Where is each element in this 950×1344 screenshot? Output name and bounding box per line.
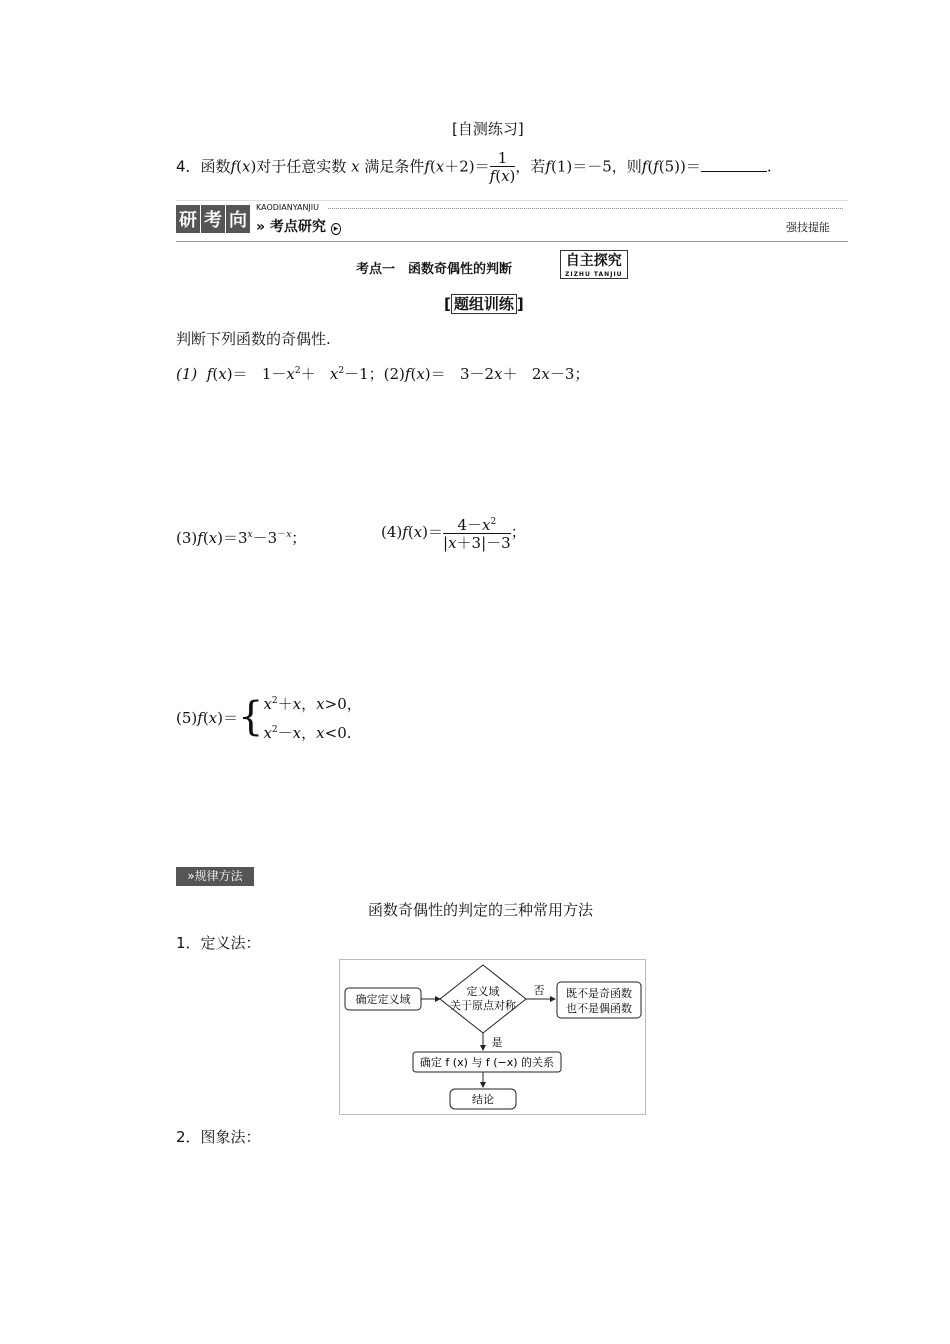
yes-label: 是	[491, 1036, 503, 1049]
problem-3: $(3)f(x)=3^x-3^{-x}$；	[176, 529, 307, 547]
problem-5: $(5)f(x)=\{x^2+x$，x>0， $x^2-x$，x<0.	[176, 694, 362, 742]
neither-text-2: 也不是偶函数	[566, 1002, 632, 1015]
parity-flowchart	[339, 959, 646, 1115]
definition-method-label: 1．定义法：	[176, 934, 261, 952]
q4-prefix: 4．函数	[176, 157, 231, 176]
banner-dotted-line	[328, 208, 843, 209]
method-tag: »规律方法	[176, 867, 254, 886]
decision-text-2: 关于原点对称	[450, 999, 516, 1012]
no-label: 否	[533, 984, 545, 997]
decision-text-1: 定义域	[466, 985, 500, 998]
banner-title: » 考点研究 ▸	[256, 216, 341, 236]
banner-char-1: 研	[176, 205, 200, 233]
banner-pinyin: KAODIANYANJIU	[256, 203, 320, 212]
self-explore-tag: 自主探究 ZIZHU TANJIU	[560, 250, 628, 280]
q4-then: ，则	[611, 157, 642, 176]
q4-cond: 满足条件	[364, 157, 425, 176]
banner-char-3: 向	[226, 205, 250, 233]
q4-fraction: $\frac{1}{f(x)}$	[489, 149, 516, 185]
neither-text-1: 既不是奇函数	[566, 987, 632, 1000]
section-banner	[176, 200, 848, 242]
problem-1-2: (1) $f(x)= 1-x^2+ x^2-1$；(2)f(x)＝ 3－2x＋ 2x－3；	[176, 365, 590, 383]
problem-4: (4)f(x)＝ $\frac{4-x^2}{|x+3|-3}$ ；	[381, 516, 526, 552]
method-title: 函数奇偶性的判定的三种常用方法	[368, 901, 594, 919]
banner-right-label: 强技提能	[786, 221, 830, 234]
point-1-title: 考点一 函数奇偶性的判断	[356, 262, 513, 277]
question-4: 4．函数f(x)对于任意实数 x 满足条件f(x＋2)＝ $\frac{1}{f(x)}$ ，若f(1)＝－5，则f(f(5))＝ .	[176, 149, 772, 185]
answer-blank[interactable]	[701, 159, 767, 172]
conclusion-text: 结论	[472, 1093, 494, 1106]
self-test-heading: [自测练习]	[452, 120, 524, 138]
group-training-label: [ 题组训练 ]	[444, 295, 524, 313]
q4-mid: 对于任意实数	[256, 157, 347, 176]
relation-text: 确定 f (x) 与 f (−x) 的关系	[419, 1056, 555, 1069]
intro-text: 判断下列函数的奇偶性.	[176, 330, 331, 348]
q4-end: .	[766, 157, 772, 176]
image-method-label: 2．图象法：	[176, 1128, 261, 1146]
q4-if: ，若	[515, 157, 546, 176]
play-icon: ▸	[331, 223, 342, 235]
banner-char-2: 考	[201, 205, 225, 233]
start-text: 确定定义域	[355, 993, 411, 1006]
